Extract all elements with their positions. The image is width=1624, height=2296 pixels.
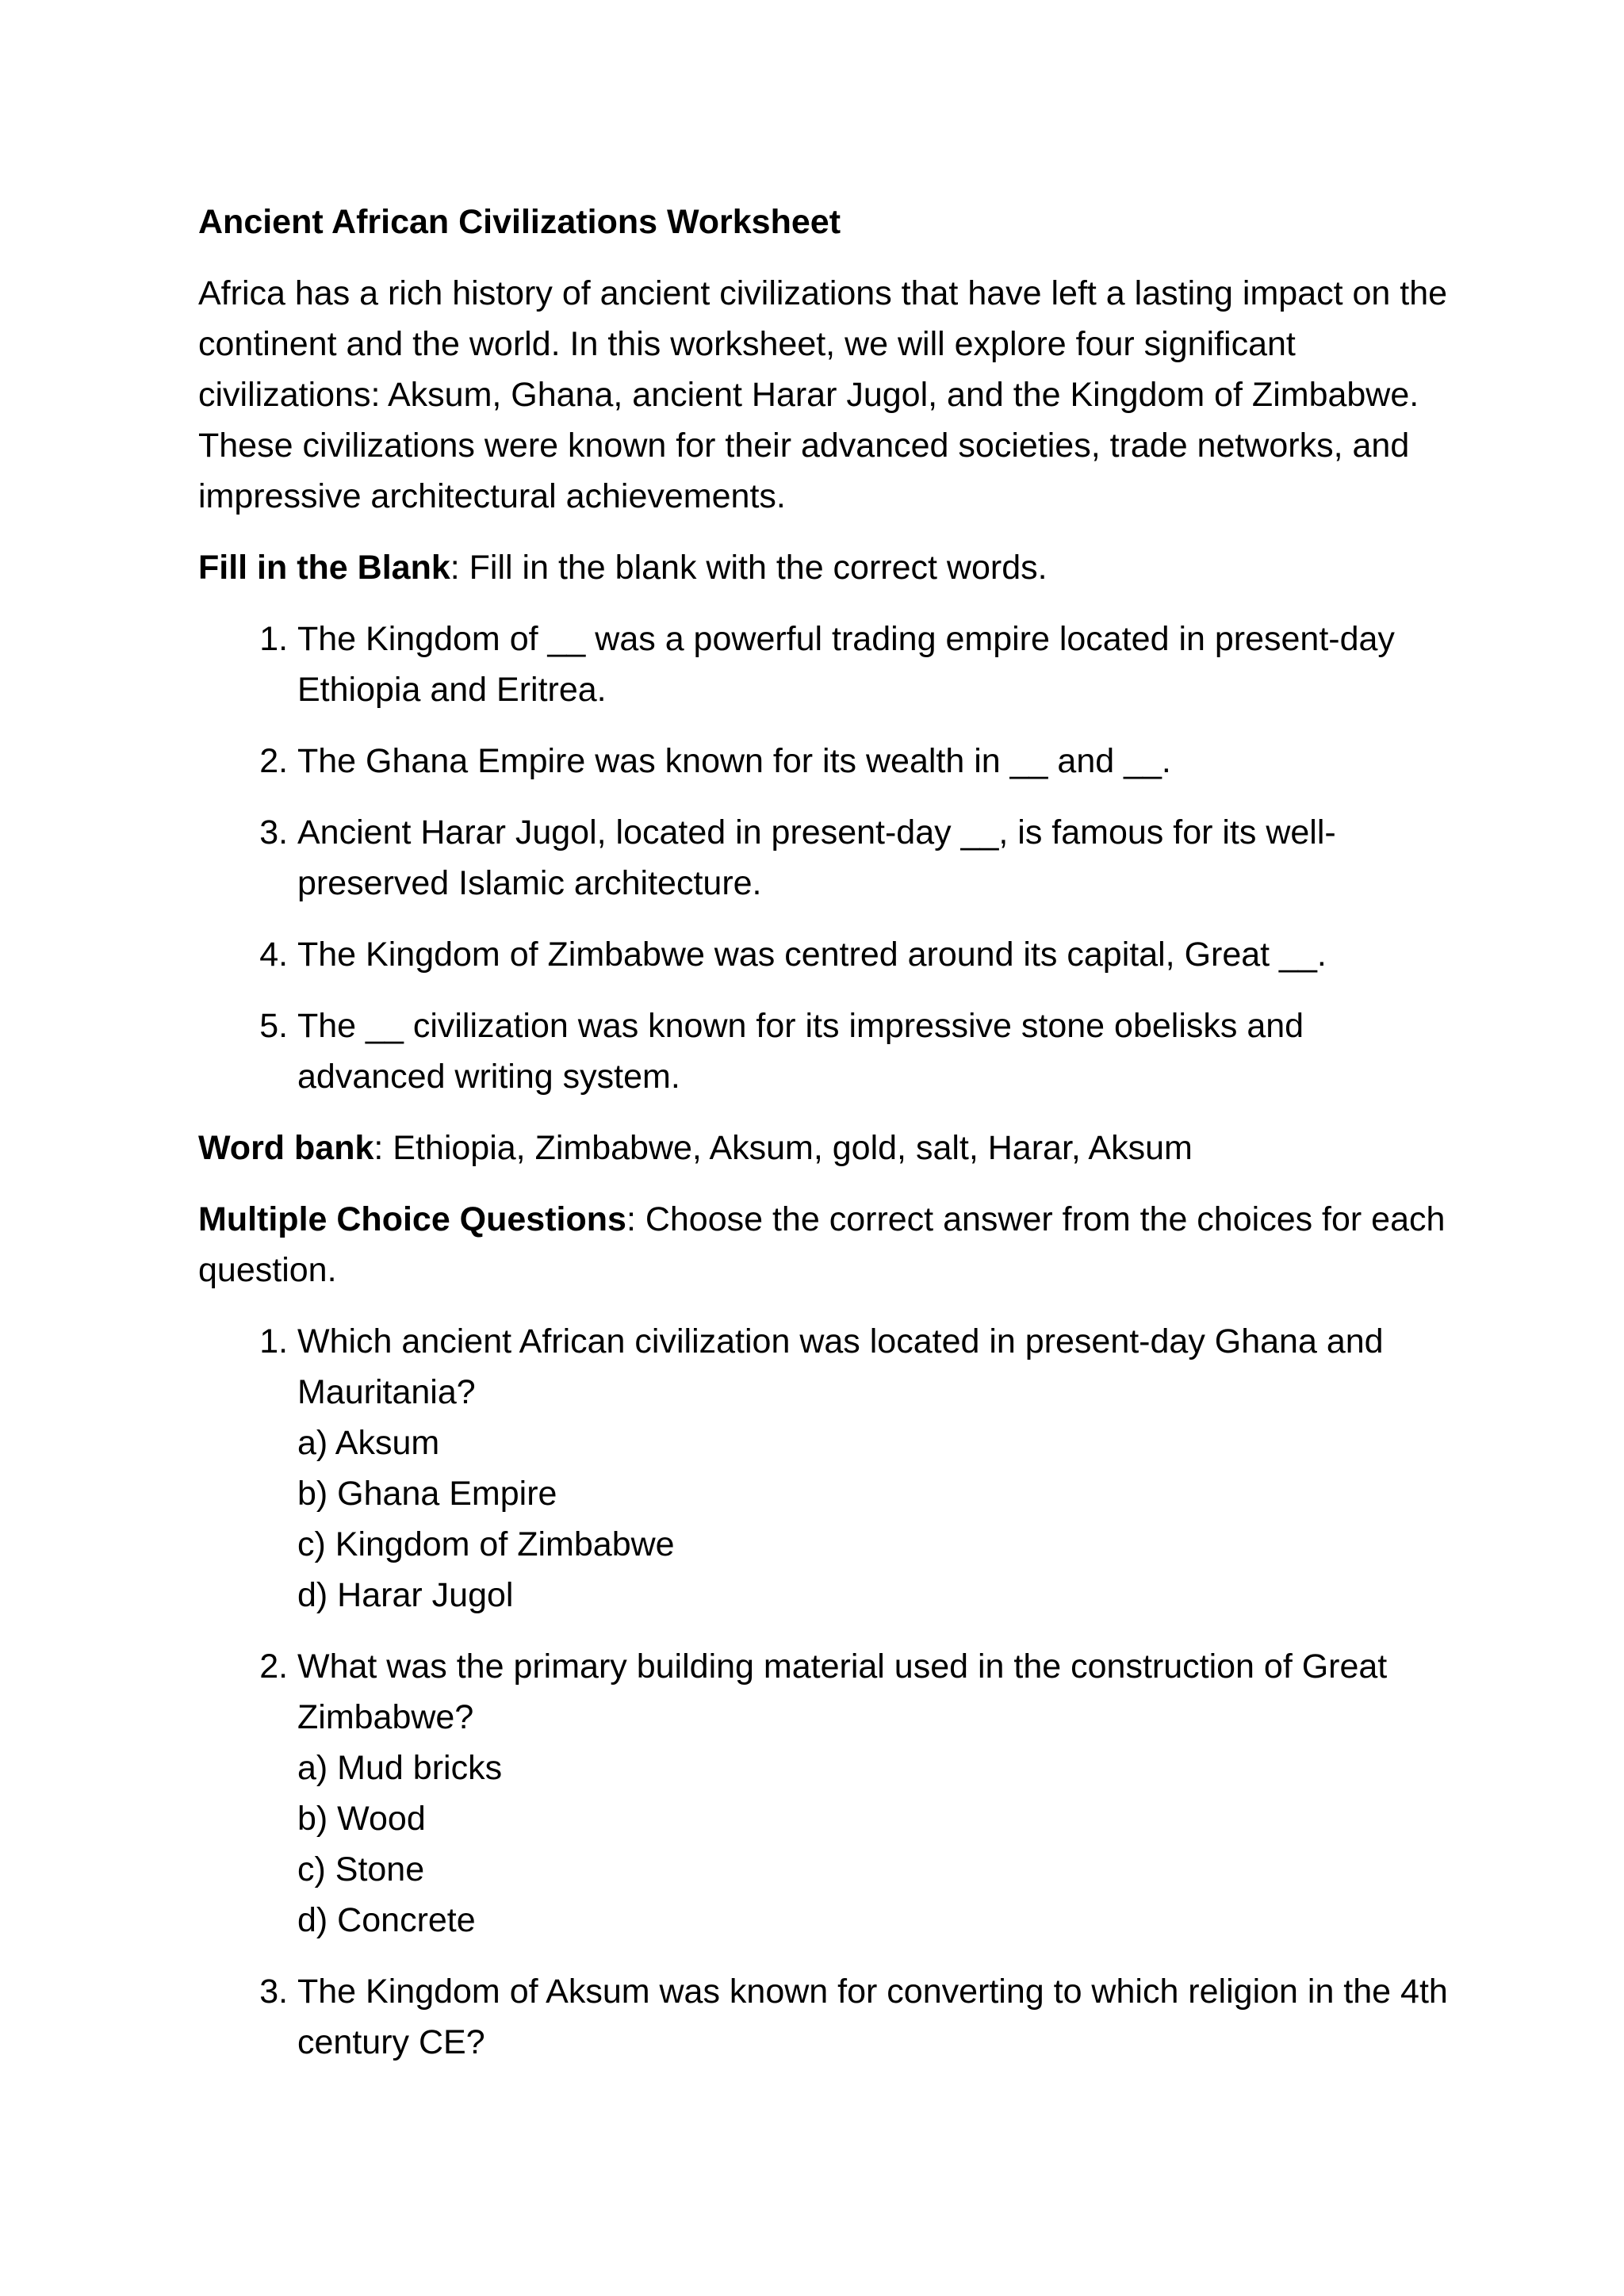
fill-blank-label: Fill in the Blank <box>198 549 450 587</box>
word-bank-label: Word bank <box>198 1129 374 1167</box>
mcq-question-text: 1. Which ancient African civilization was located in present-day Ghana and Mauritania? <box>297 1322 1384 1411</box>
mcq-question-text: 2. What was the primary building material used in the construction of Great Zimbabwe? <box>297 1647 1388 1736</box>
mcq-choice: a) Mud bricks <box>297 1749 503 1787</box>
mcq-choice: c) Stone <box>297 1850 425 1888</box>
mcq-choice: b) Ghana Empire <box>297 1475 557 1513</box>
mcq-label: Multiple Choice Questions <box>198 1200 626 1238</box>
fill-blank-item: 5. The __ civilization was known for its impressive stone obelisks and advanced writing system. <box>297 1001 1451 1102</box>
fill-blank-item: 2. The Ghana Empire was known for its wealth in __ and __. <box>297 736 1451 786</box>
word-bank-text: : Ethiopia, Zimbabwe, Aksum, gold, salt, Harar, Aksum <box>373 1129 1193 1167</box>
mcq-instruction: : Choose the correct answer from the choices for each question. <box>198 1200 1446 1289</box>
fill-blank-item: 1. The Kingdom of __ was a powerful trading empire located in present-day Ethiopia and Eritrea. <box>297 614 1451 715</box>
mcq-question-item <box>297 1966 1451 2068</box>
fill-blank-item: 4. The Kingdom of Zimbabwe was centred around its capital, Great __. <box>297 929 1451 980</box>
word-bank <box>198 1123 1451 1173</box>
mcq-choice: a) Aksum <box>297 1424 440 1462</box>
fill-blank-list <box>198 614 1451 1102</box>
mcq-question-item <box>297 1316 1451 1621</box>
worksheet-page <box>198 197 1451 2088</box>
mcq-choice: c) Kingdom of Zimbabwe <box>297 1525 675 1563</box>
fill-blank-instruction: : Fill in the blank with the correct words. <box>450 549 1048 587</box>
mcq-question-text: 3. The Kingdom of Aksum was known for converting to which religion in the 4th century CE? <box>297 1973 1448 2061</box>
mcq-list <box>198 1316 1451 2068</box>
mcq-choice: d) Harar Jugol <box>297 1576 514 1614</box>
mcq-choices <box>297 1418 1451 1621</box>
mcq-choice: b) Wood <box>297 1800 426 1838</box>
worksheet-title: Ancient African Civilizations Worksheet <box>198 203 841 241</box>
intro-paragraph: Africa has a rich history of ancient civilizations that have left a lasting impact on the continent and the world. In this worksheet, we will explore four significant civilizations: Aksum, Ghana, ancient Harar Jugol, and the Kingdom of Zimbabwe. These civilizations were known for their advanced societies, trade networks, and impressive architectural achievements. <box>198 274 1448 515</box>
mcq-question-item <box>297 1641 1451 1946</box>
mcq-choice: d) Concrete <box>297 1901 476 1939</box>
fill-blank-item: 3. Ancient Harar Jugol, located in present-day __, is famous for its well-preserved Islamic architecture. <box>297 807 1451 909</box>
mcq-choices <box>297 1743 1451 1946</box>
fill-blank-heading <box>198 542 1451 593</box>
mcq-heading <box>198 1194 1451 1295</box>
